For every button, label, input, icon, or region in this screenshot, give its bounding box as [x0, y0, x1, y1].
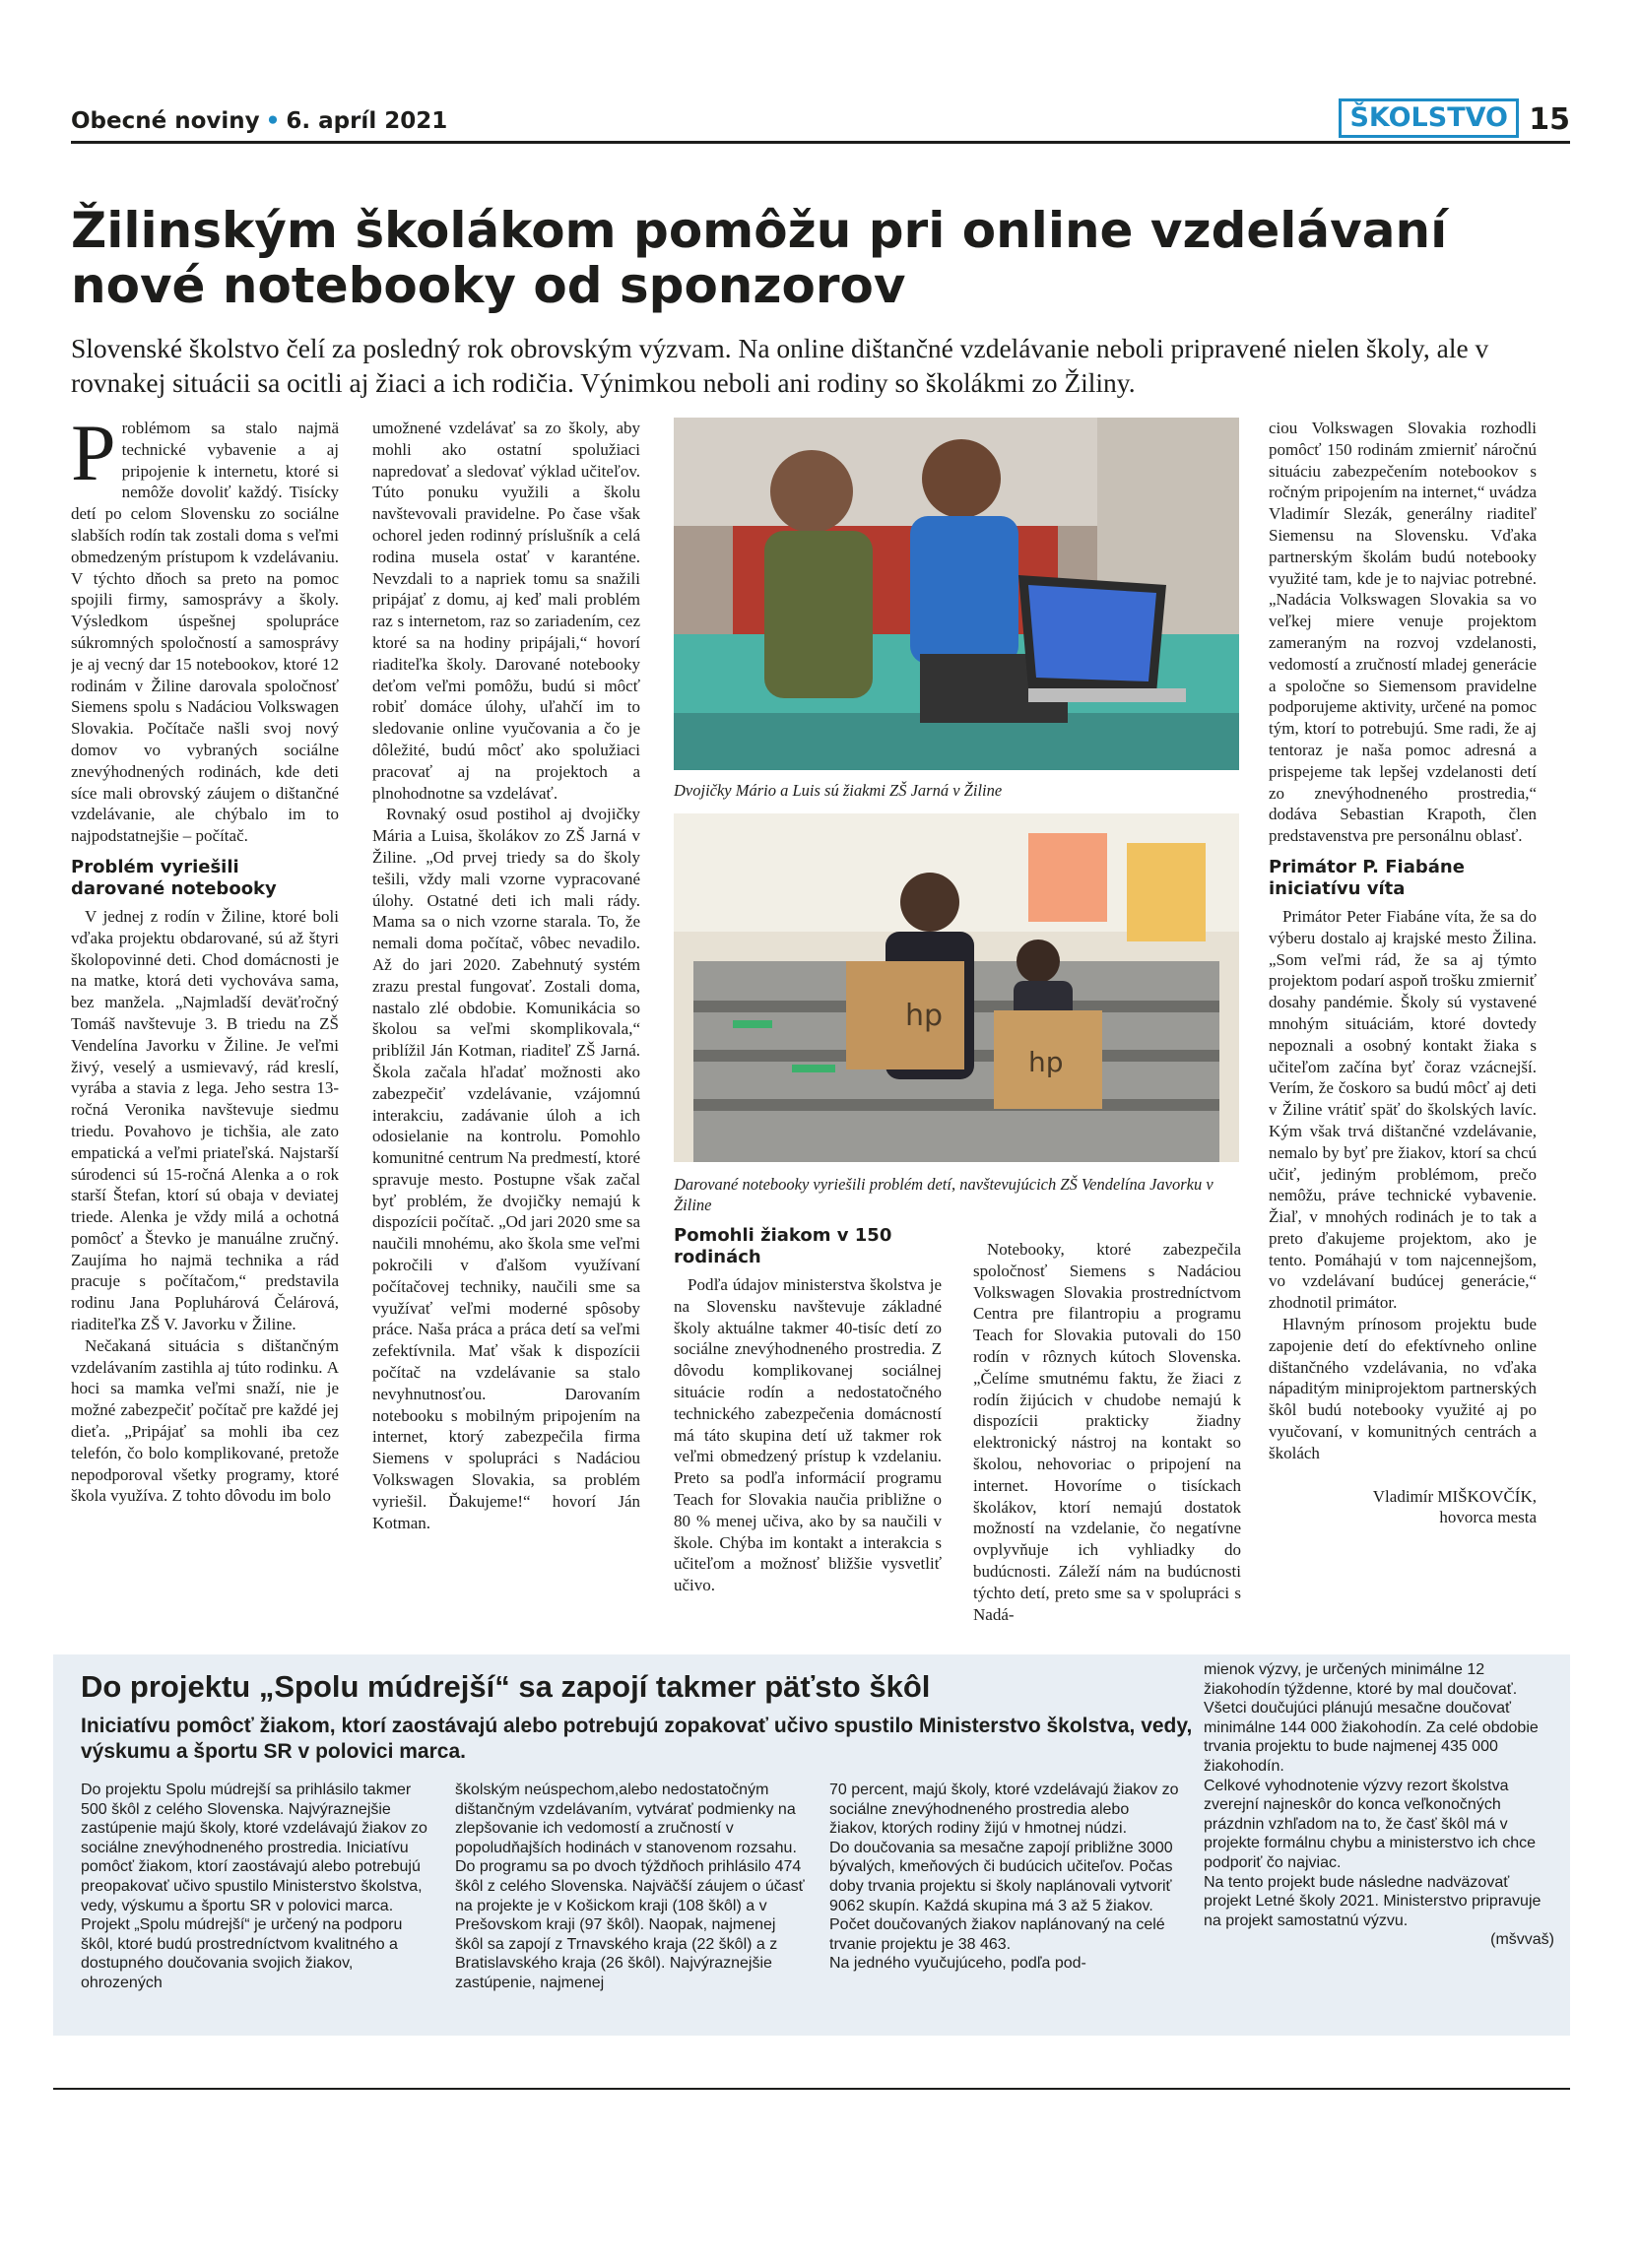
paragraph: Rovnaký osud postihol aj dvojičky Mária a Luisa, školákov zo ZŠ Jarná v Žiline. „Od prvej triedy sa do školy tešili, vždy mali vzorne vypracované úlohy. Ostatné deti ich mali rády. Mama sa o nich vzorne starala. To, že nemali doma počítač, vôbec nevadilo. Až do jari 2020. Zabehnutý systém zrazu prestal fungovať. Zostali doma, nastalo zlé obdobie. Komunikácia so školou sa veľmi skomplikovala,“ priblížil Ján Kotman, riaditeľ ZŠ Jarná. Škola začala hľadať možnosti ako zabezpečiť vzdelávanie, vzájomnú interakciu, zadávanie úloh a ich odosielanie na kontrolu. Pomohlo komunitné centrum Na predmestí, ktoré spravuje mesto. Postupne však začal byť problém, že dvojičky nemajú k dispozícii počítač. „Od jari 2020 sme sa naučili mnohému, ako škola sme veľmi pokročili v ďalšom využívaní počítačovej techniky, naučili sme sa využívať veľmi moderné spôsoby práce. Naša práca a práca detí sa veľmi zefektívnila. Mať však k dispozícii počítač na vzdelávanie sa stalo nevyhnutnosťou. Darovaním notebooku s mobilným pripojením na internet, ktorý zabezpečila firma Siemens v spolupráci s Nadáciou Volkswagen Slovakia, sa problém vyriešil. Ďakujeme!“ hovorí Ján Kotman. [372, 805, 640, 1532]
photo-image [674, 418, 1239, 770]
headline-line-2: nové notebooky od sponzorov [71, 257, 906, 314]
author-signature [1269, 1486, 1537, 1529]
section-label: ŠKOLSTVO [1339, 98, 1519, 138]
paragraph: Primátor Peter Fiabáne víta, že sa do výberu dostalo aj krajské mesto Žilina. „Som veľmi rád, že sa aj týmto projektom podarí aspoň trošku zmierniť dosahy pandémie. Školy sú vystavené mnohým situáciám, ktoré dovtedy nepoznali a osobný kontakt žiaka s učiteľom začína byť čoraz vzácnejší. Verím, že čoskoro sa budú môcť aj deti v Žiline vrátiť späť do školských lavíc. Kým však trvá dištančné vzdelávanie, nemalo by byť pre žiakov, ktorí sa chcú učiť, jediným problémom, prečo nemôžu, práve technické vybavenie. Žiaľ, v mnohých rodinách je to tak a preto ďakujeme projektom, ako je tento. Pomáhajú v tom najcennejšom, vo vzdelávaní budúcej generácie,“ zhodnotil primátor. [1269, 906, 1537, 1313]
article-column-4 [973, 1239, 1241, 1639]
box-column-1 [81, 1781, 431, 2032]
article-column-3 [674, 1225, 942, 1639]
svg-text:hp: hp [1028, 1046, 1064, 1078]
paragraph: ciou Volkswagen Slovakia rozhodli pomôcť 150 rodinám zmierniť náročnú situáciu zabezpečením notebookov s ročným pripojením na internet,“ uvádza Vladimír Slezák, generálny riaditeľ Siemensu na Slovensku. Vďaka partnerským školám budú notebooky využité tam, kde je to najviac potrebné. „Nadácia Volkswagen Slovakia sa vo veľkej miere venuje projektom zameraným na rozvoj vzdelanosti, vedomostí a zručností mladej generácie a spoločne so Siemensom pravidelne podporujeme aktivity, určené na pomoc tým, ktorí to potrebujú. Sme radi, že aj tentoraz je naša pomoc adresná a prispejeme tak lepšej vzdelanosti detí zo znevýhodneného prostredia,“ dodáva Sebastian Krapoth, člen predstavenstva pre personálnu oblasť. [1269, 419, 1537, 846]
photo-caption: Dvojičky Mário a Luis sú žiakmi ZŠ Jarná v Žiline [674, 781, 1003, 800]
photo-girl-and-boy-with-boxes [674, 813, 1239, 1162]
publication-line [71, 108, 447, 134]
paragraph: Nečakaná situácia s dištančným vzdelávaním zastihla aj túto rodinku. A hoci sa mamka veľmi snaží, nie je možné zabezpečiť počítač pre každé jej dieťa. „Pripájať sa mohli iba cez telefón, čo bolo komplikované, pretože nepodporoval všetky programy, ktoré škola využíva. Z tohto dôvodu im bolo [71, 1335, 339, 1506]
headline-line-1: Žilinským školákom pomôžu pri online vzdelávaní [71, 202, 1448, 259]
paragraph: mienok výzvy, je určených minimálne 12 žiakohodín týždenne, ktoré by mal doučovať. Všetci doučujúci plánujú mesačne doučovať minimálne 144 000 žiakohodín. Za celé obdobie trvania projektu to bude najmenej 435 000 žiakohodín. [1204, 1661, 1539, 1775]
photo-twins-with-laptop [674, 418, 1239, 770]
paragraph [71, 418, 339, 847]
paragraph: Hlavným prínosom projektu bude zapojenie detí do efektívneho online dištančného vzdelávania, no vďaka nápaditým miniprojektom partnerských škôl budú notebooky využité aj po vyučovaní, v komunitných centrách a školách [1269, 1315, 1537, 1462]
box-column-2 [455, 1781, 806, 2032]
issue-date: 6. apríl 2021 [286, 108, 448, 134]
box-author: (mšvvaš) [1490, 1931, 1554, 1949]
article-column-5 [1269, 418, 1537, 1639]
paragraph: školským neúspechom,alebo nedostatočným dištančným vzdelávaním, vytvárať podmienky na zlepšovanie ich vedomostí a zručností v popoludňajších hodinách v stanovenom rozsahu. [455, 1782, 797, 1856]
photo-caption: Darované notebooky vyriešili problém detí, navštevujúcich ZŠ Vendelína Javorku v Žiline [674, 1175, 1214, 1214]
paragraph-text: roblémom sa stalo najmä technické vybavenie a aj pripojenie k internetu, ktoré si nemôže dovoliť každý. Tisícky detí po celom Slovensku zo sociálne slabších rodín tak zostali doma s veľmi obmedzeným prístupom k vzdelávaniu. V týchto dňoch sa preto na pomoc spojili firmy, samosprávy a školy. Výsledkom úspešnej spolupráce súkromných spoločností a samosprávy je aj vecný dar 15 notebookov, ktoré 12 rodinám v Žiline darovala spoločnosť Siemens spolu s Nadáciou Volkswagen Slovakia. Počítače našli svoj nový domov vo vybraných sociálne znevýhodnených rodinách, kde deti síce mali obrovský záujem o dištančné vzdelávanie, ale chýbalo im to najpodstatnejšie – počítač. [71, 419, 339, 846]
paragraph: Na jedného vyučujúceho, podľa pod- [829, 1955, 1086, 1973]
author-name: Vladimír MIŠKOVČÍK, [1372, 1486, 1537, 1506]
article-headline [71, 203, 1548, 313]
author-role: hovorca mesta [1439, 1508, 1537, 1527]
paragraph: Na tento projekt bude následne nadväzovať projekt Letné školy 2021. Ministerstvo pripravuje na projekt samostatnú výzvu. [1204, 1873, 1542, 1929]
paragraph: Podľa údajov ministerstva školstva je na Slovensku navštevuje základné školy aktuálne takmer 40-tisíc detí zo sociálne znevýhodneného prostredia. Z dôvodu komplikovanej sociálnej situácie rodín a nedostatočného technického zabezpečenia domácností má táto skupina detí už takmer rok veľmi obmedzený prístup k vzdelaniu. Preto sa podľa informácií programu Teach for Slovakia naučia približne o 80 % menej učiva, ako by sa naučili v škole. Chýba im kontakt a interakcia s učiteľom a možnosť bližšie vysvetliť učivo. [674, 1275, 942, 1595]
page-number: 15 [1529, 102, 1570, 137]
subheading: Pomohli žiakom v 150 rodinách [674, 1225, 892, 1267]
box-column-4 [1204, 1660, 1554, 2032]
svg-text:hp: hp [905, 999, 944, 1033]
paragraph: Do doučovania sa mesačne zapojí približne 3000 bývalých, kmeňových či budúcich učiteľov. Počas doby trvania projektu si školy naplánovali vytvoriť 9062 skupín. Každá skupina má 3 až 5 žiakov. Počet doučovaných žiakov naplánovaný na celé trvanie projektu je 38 463. [829, 1839, 1173, 1953]
article-column-1 [71, 418, 339, 1639]
publication-name: Obecné noviny [71, 108, 260, 134]
masthead [71, 95, 1570, 144]
separator-dot: • [265, 108, 281, 134]
subheading: Problém vyriešili darované notebooky [71, 856, 277, 899]
box-lead: Iniciatívu pomôcť žiakom, ktorí zaostávajú alebo potrebujú zopakovať učivo spustilo Ministerstvo školstva, vedy, výskumu a športu SR v polovici marca. [81, 1715, 1193, 1763]
paragraph: umožnené vzdelávať sa zo školy, aby mohli ako ostatní spolužiaci napredovať a sledovať výklad učiteľov. Túto ponuku využili a školu navštevovali pravidelne. Po čase však ochorel jeden rodinný príslušník a celá rodina musela ostať v karanténe. Nevzdali to a napriek tomu sa snažili pripájať z domu, aj keď mali problém raz s internetom, raz so zariadením, cez ktoré sa na hodiny pripájali,“ hovorí riaditeľka školy. Darované notebooky deťom veľmi pomôžu, budú si môcť robiť domáce úlohy, uľahčí im to sledovanie online vyučovania a čo je dôležité, budú môcť ako spolužiaci pracovať aj na projektoch a plnohodnotne sa vzdelávať. [372, 419, 640, 803]
paragraph: Notebooky, ktoré zabezpečila spoločnosť Siemens s Nadáciou Volkswagen Slovakia prostredníctvom Centra pre filantropiu a programu Teach for Slovakia putovali do 150 rodín v rôznych kútoch Slovenska. „Čelíme smutnému faktu, že žiaci z rodín žijúcich v chudobe nemajú k dispozícii prakticky žiadny elektronický nástroj na kontakt so školou, nehovoriac o pripojení na internet. Hovoríme o tisíckach školákov, ktorí nemajú dostatok možností na vzdelanie, čo negatívne ovplyvňuje ich vyhliadky do budúcnosti. Záleží nám na budúcnosti týchto detí, preto sme sa v spolupráci s Nadá- [973, 1240, 1241, 1624]
drop-cap: P [71, 418, 116, 497]
paragraph: Do programu sa po dvoch týždňoch prihlásilo 474 škôl z celého Slovenska. Najväčší záujem o účasť na projekte je v Košickom kraji (108 škôl) a v Prešovskom kraji (97 škôl). Naopak, najmenej škôl sa zapojí z Trnavského kraja (22 škôl) a z Bratislavského kraja (26 škôl). Najvýraznejšie zastúpenie, najmenej [455, 1858, 805, 1991]
article-column-2 [372, 418, 640, 1639]
bottom-rule [53, 2088, 1570, 2090]
sidebar-box [53, 1654, 1570, 2036]
box-title: Do projektu „Spolu múdrejší“ sa zapojí takmer päťsto škôl [81, 1669, 931, 1704]
paragraph: 70 percent, majú školy, ktoré vzdelávajú žiakov zo sociálne znevýhodneného prostredia alebo žiakov, ktorých rodiny žijú v hmotnej núdzi. [829, 1782, 1179, 1838]
paragraph: Celkové vyhodnotenie výzvy rezort školstva zverejní najneskôr do konca veľkonočných prázdnin vzhľadom na to, že časť škôl má v projekte formálnu chybu a ministerstvo ich chce podporiť čo najviac. [1204, 1777, 1537, 1871]
box-column-3 [829, 1781, 1180, 2032]
paragraph: V jednej z rodín v Žiline, ktoré boli vďaka projektu obdarované, sú až štyri školopovinné deti. Chod domácnosti je na matke, ktorá deti vychováva sama, bez manžela. „Najmladší deväťročný Tomáš navštevuje 3. B triedu na ZŠ Vendelína Javorku v Žiline. Je veľmi živý, veselý a usmievavý, rád kreslí, vyrába a stavia z lega. Jeho sestra 13-ročná Veronika navštevuje siedmu triedu. Povahovo je tichšia, ale zato empatická a veľmi priateľská. Najstarší súrodenci sú 15-ročná Alenka a o rok starší Štefan, ktorí sú obaja v deviatej triede. Alenka je vždy milá a ochotná pomôcť a Števko je manuálne zručný. Zaujíma ho najmä technika a rád pracuje s počítačom,“ predstavila rodinu Jana Popluhárová Čelárová, riaditeľka ZŠ V. Javorku v Žiline. [71, 906, 339, 1334]
article-lead: Slovenské školstvo čelí za posledný rok obrovským výzvam. Na online dištančné vzdelávanie neboli pripravené nielen školy, ale v rovnakej situácii sa ocitli aj žiaci a ich rodičia. Výnimkou neboli ani rodiny so školákmi zo Žiliny. [71, 333, 1489, 398]
subheading: Primátor P. Fiabáne iniciatívu víta [1269, 856, 1465, 899]
paragraph: Do projektu Spolu múdrejší sa prihlásilo takmer 500 škôl z celého Slovenska. Najvýraznejšie zastúpenie majú školy, ktoré vzdelávajú žiakov zo sociálne znevýhodneného prostredia. Iniciatívu pomôcť žiakom, ktorí zaostávajú alebo potrebujú preopakovať učivo spustilo Ministerstvo školstva, vedy, výskumu a športu SR v polovici marca. [81, 1782, 427, 1914]
paragraph: Projekt „Spolu múdrejší“ je určený na podporu škôl, ktoré budú prostredníctvom kvalitného a dostupného doučovania svojich žiakov, ohrozených [81, 1916, 403, 1991]
photo-image [674, 813, 1239, 1162]
